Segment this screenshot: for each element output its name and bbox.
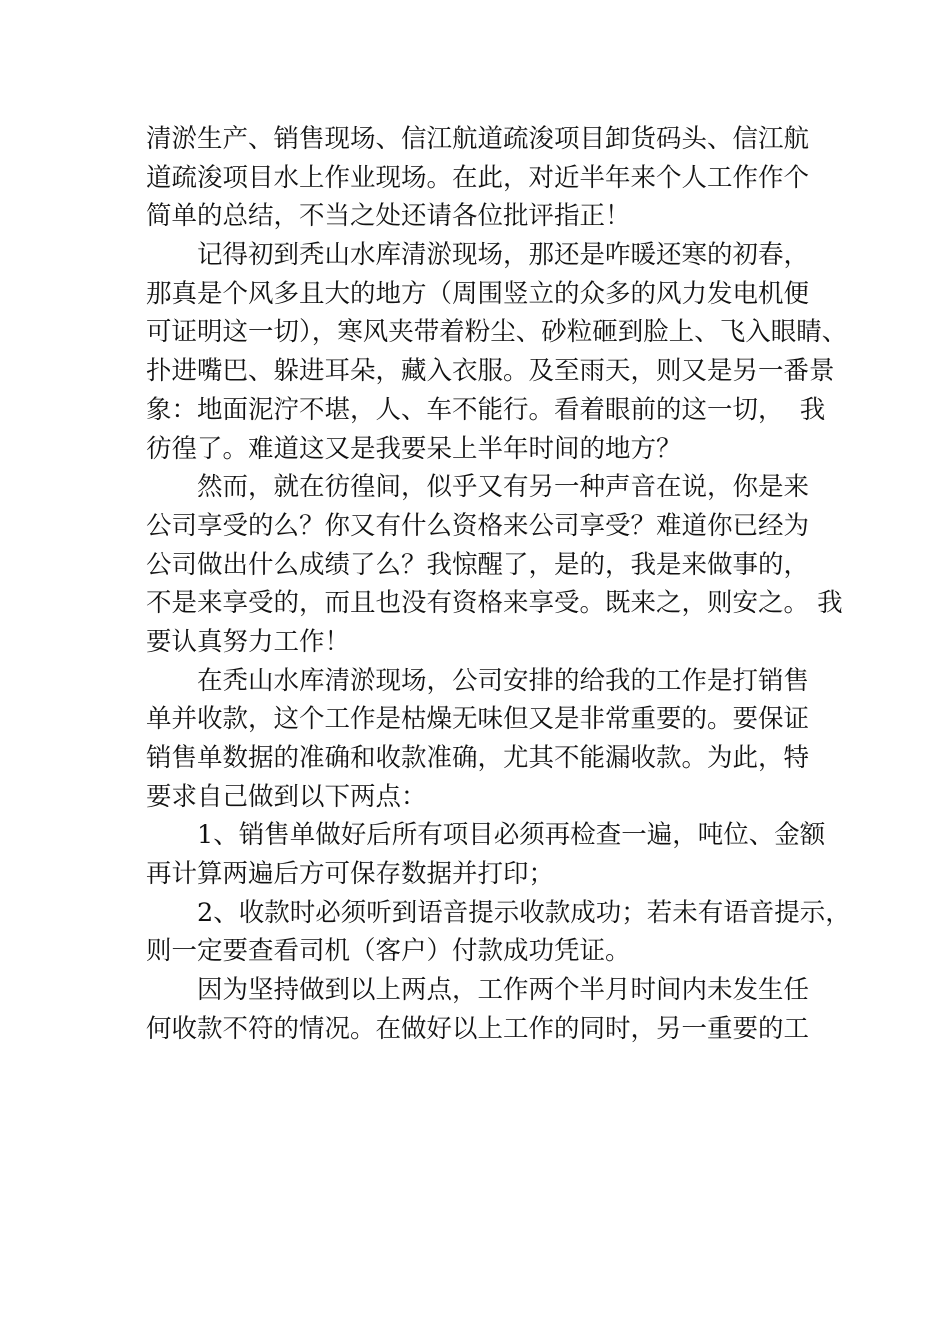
text-line: 那真是个风多且大的地方（周围竖立的众多的风力发电机便: [146, 278, 810, 309]
text-line: 在秃山水库清淤现场，公司安排的给我的工作是打销售: [146, 665, 810, 696]
text-line: 销售单数据的准确和收款准确，尤其不能漏收款。为此，特: [146, 743, 810, 773]
text-line: 清淤生产、销售现场、信江航道疏浚项目卸货码头、信江航: [146, 124, 810, 154]
text-line: 则一定要查看司机（客户）付款成功凭证。: [146, 936, 631, 967]
text-line: 再计算两遍后方可保存数据并打印；: [146, 859, 555, 890]
text-line: 因为坚持做到以上两点，工作两个半月时间内未发生任: [146, 975, 810, 1006]
text-line: 扑进嘴巴、躲进耳朵，藏入衣服。及至雨天，则又是另一番景: [146, 356, 835, 387]
document-body: [146, 120, 851, 1049]
text-line: 道疏浚项目水上作业现场。在此，对近半年来个人工作作个: [146, 162, 810, 193]
text-line: 可证明这一切），寒风夹带着粉尘、砂粒砸到脸上、飞入眼睛、: [146, 317, 848, 348]
text-line: 公司享受的么？你又有什么资格来公司享受？难道你已经为: [146, 510, 810, 541]
text-line: 2、收款时必须听到语音提示收款成功；若未有语音提示，: [146, 897, 851, 928]
text-line: 何收款不符的情况。在做好以上工作的同时，另一重要的工: [146, 1013, 810, 1044]
text-line: 单并收款，这个工作是枯燥无味但又是非常重要的。要保证: [146, 704, 810, 735]
text-line: 彷徨了。难道这又是我要呆上半年时间的地方？: [146, 433, 682, 464]
text-line: 要求自己做到以下两点：: [146, 781, 427, 812]
text-line: 记得初到秃山水库清淤现场，那还是咋暖还寒的初春，: [146, 240, 810, 271]
text-line: 公司做出什么成绩了么？我惊醒了，是的，我是来做事的，: [146, 549, 810, 580]
text-line: 不是来享受的，而且也没有资格来享受。既来之，则安之。 我: [146, 588, 843, 619]
text-line: 然而，就在彷徨间，似乎又有另一种声音在说，你是来: [146, 472, 810, 503]
text-line: 要认真努力工作！: [146, 626, 351, 657]
text-line: 1、销售单做好后所有项目必须再检查一遍，吨位、金额: [146, 820, 826, 851]
text-line: 象：地面泥泞不堪，人、车不能行。看着眼前的这一切， 我: [146, 394, 826, 425]
text-line: 简单的总结，不当之处还请各位批评指正！: [146, 201, 631, 232]
